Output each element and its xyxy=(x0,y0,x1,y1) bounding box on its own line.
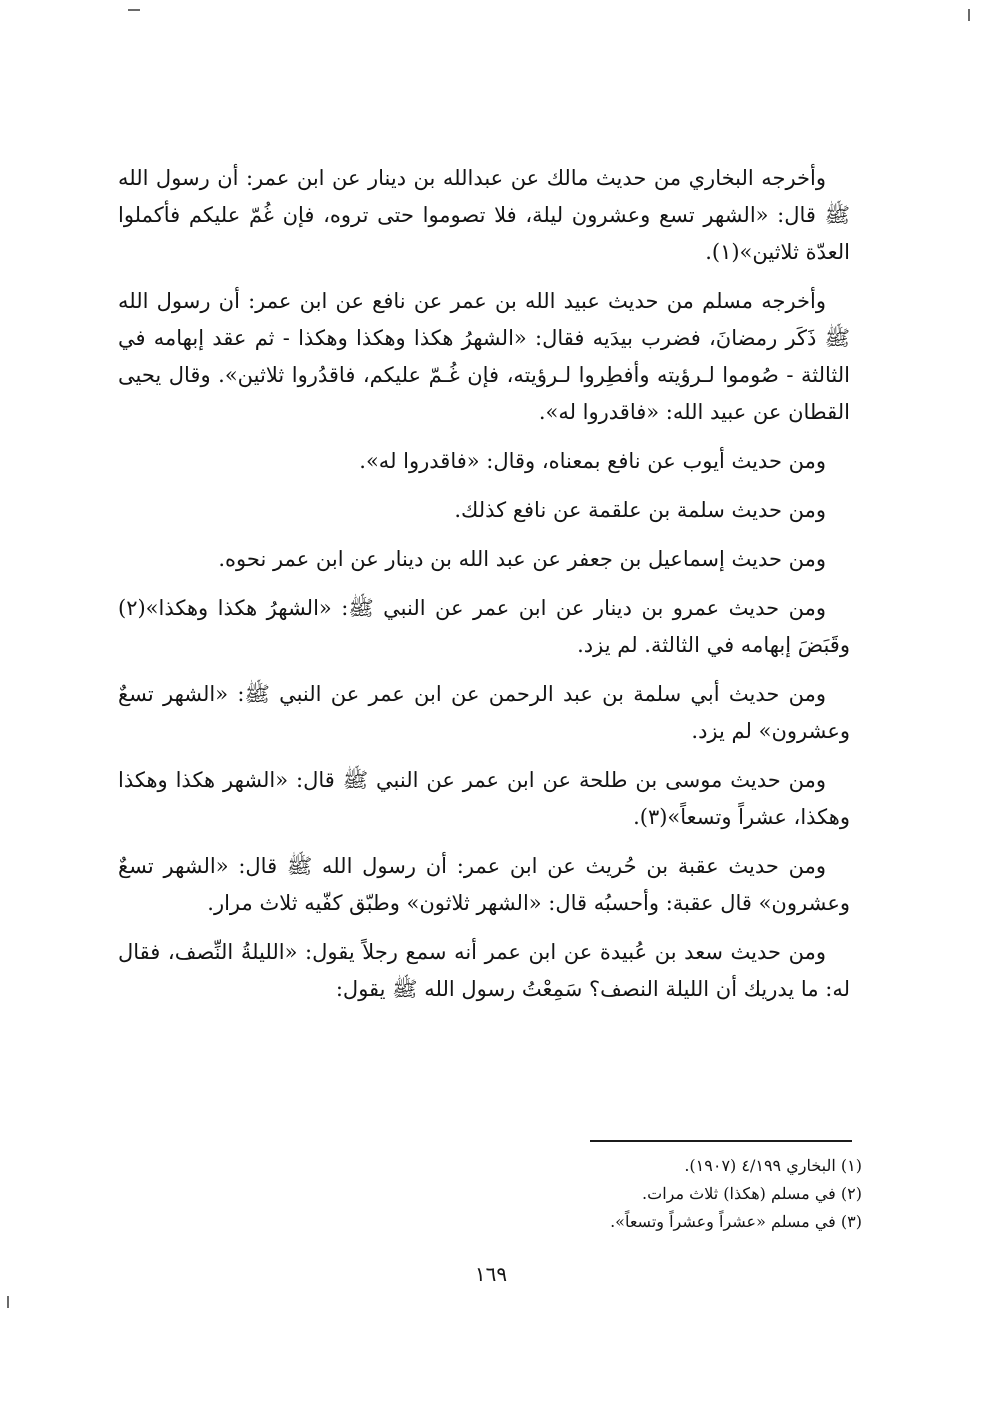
paragraph: وأخرجه مسلم من حديث عبيد الله بن عمر عن نافع عن ابن عمر: أن رسول الله ﷺ ذَكَر رمضانَ، فضرب بيدَيه فقال: «الشهرُ هكذا وهكذا وهكذا - ثم عقد إبهامه في الثالثة - صُوموا لـرؤيته وأفطِروا لـرؤيته، فإن غُـمّ عليكم، فاقدُروا ثلاثين». وقال يحيى القطان عن عبيد الله: «فاقدروا له». xyxy=(118,289,850,424)
footnotes xyxy=(118,1152,862,1236)
scan-mark-corner xyxy=(968,9,970,21)
paragraph: ومن حديث سعد بن عُبيدة عن ابن عمر أنه سمع رجلاً يقول: «الليلةُ النِّصف، فقال له: ما يدريك أن الليلة النصف؟ سَمِعْتُ رسول الله ﷺ يقول: xyxy=(118,940,850,1001)
footnote: (١) البخاري ٤/١٩٩ (١٩٠٧). xyxy=(684,1156,862,1175)
footnote: (٢) في مسلم (هكذا) ثلاث مرات. xyxy=(642,1184,862,1203)
main-text xyxy=(118,160,850,1020)
paragraph: ومن حديث سلمة بن علقمة عن نافع كذلك. xyxy=(454,498,826,522)
page-number: ١٦٩ xyxy=(474,1262,508,1286)
paragraph: ومن حديث أبي سلمة بن عبد الرحمن عن ابن عمر عن النبي ﷺ: «الشهر تسعٌ وعشرون» لم يزد. xyxy=(118,682,850,743)
footnote-separator xyxy=(590,1140,852,1142)
scan-mark-left xyxy=(7,1296,9,1308)
paragraph: وأخرجه البخاري من حديث مالك عن عبدالله بن دينار عن ابن عمر: أن رسول الله ﷺ قال: «الشهر تسع وعشرون ليلة، فلا تصوموا حتى تروه، فإن غُمّ عليكم فأكملوا العدّة ثلاثين»(١). xyxy=(118,166,850,264)
footnote: (٣) في مسلم «عشراً وعشراً وتسعاً». xyxy=(610,1212,862,1231)
paragraph: ومن حديث موسى بن طلحة عن ابن عمر عن النبي ﷺ قال: «الشهر هكذا وهكذا وهكذا، عشراً وتسعاً»(٣). xyxy=(118,768,850,829)
paragraph: ومن حديث عمرو بن دينار عن ابن عمر عن النبي ﷺ: «الشهرُ هكذا وهكذا»(٢) وقَبَضَ إبهامه في الثالثة. لم يزد. xyxy=(118,596,850,657)
paragraph: ومن حديث إسماعيل بن جعفر عن عبد الله بن دينار عن ابن عمر نحوه. xyxy=(218,547,826,571)
scan-mark-top xyxy=(128,9,140,11)
paragraph: ومن حديث عقبة بن حُريث عن ابن عمر: أن رسول الله ﷺ قال: «الشهر تسعٌ وعشرون» قال عقبة: وأحسبُه قال: «الشهر ثلاثون» وطبّق كفّيه ثلاث مرار. xyxy=(118,854,850,915)
paragraph: ومن حديث أيوب عن نافع بمعناه، وقال: «فاقدروا له». xyxy=(359,449,826,473)
